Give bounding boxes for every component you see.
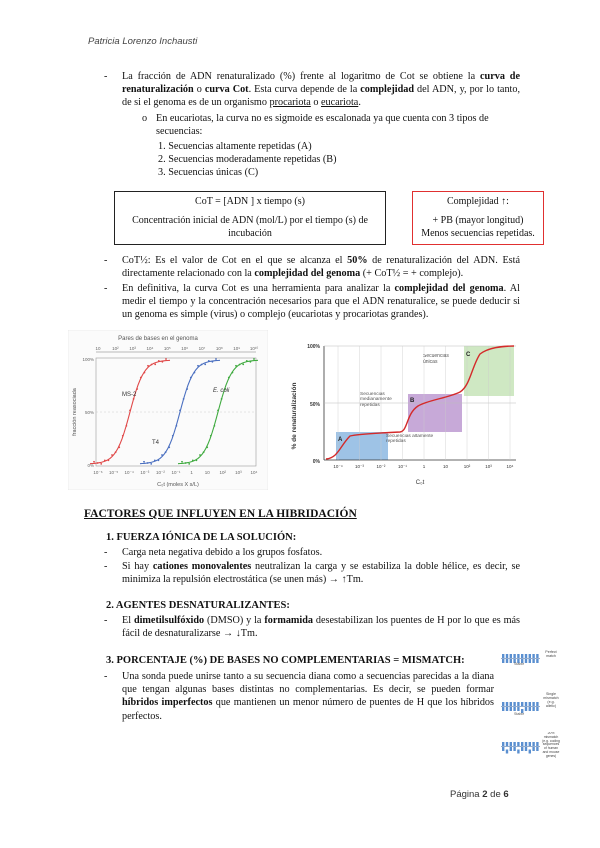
data-point <box>204 364 206 366</box>
data-point <box>228 377 230 379</box>
x-tick: 1 <box>422 464 426 469</box>
x-tick: 10⁻² <box>155 470 165 475</box>
data-point <box>158 360 160 362</box>
x-tick: 10⁻³ <box>355 464 364 469</box>
data-point <box>210 435 212 437</box>
region-c <box>464 346 514 396</box>
x-tick: 10² <box>219 470 227 475</box>
top-tick: 10⁵ <box>163 346 171 351</box>
y-axis-label: fracción reasociada <box>72 388 78 436</box>
data-point <box>253 358 255 360</box>
y-tick: 100% <box>82 357 94 362</box>
data-point <box>194 372 196 374</box>
data-point <box>179 410 181 412</box>
x-tick: 10⁴ <box>250 470 258 475</box>
factor-2-bullet: - El dimetilsulfóxido (DMSO) y la formamida desestabilizan los puentes de H por lo que es más fácil de desnaturalizarse → ↓Tm. <box>104 615 521 640</box>
data-point <box>190 377 192 379</box>
data-point <box>197 365 199 367</box>
data-point <box>172 435 174 437</box>
region-label-c: Secuencias únicas <box>423 354 449 365</box>
x-tick: 10⁻¹ <box>398 464 407 469</box>
curve-label-ms2: MS-2 <box>122 392 137 398</box>
data-point <box>154 364 156 366</box>
label-perfect-match: Perfect match <box>545 650 557 658</box>
data-point <box>108 459 110 461</box>
data-point <box>192 460 194 462</box>
data-point <box>215 358 217 360</box>
factor-1-title: 1. FUERZA IÓNICA DE LA SOLUCIÓN: <box>106 532 297 543</box>
data-point <box>196 459 198 461</box>
data-point <box>144 372 146 374</box>
data-point <box>162 361 164 363</box>
cot-formula: CoT = [ADN ] x tiempo (s) <box>195 196 305 207</box>
y-tick: 50% <box>309 402 320 408</box>
data-point <box>181 461 183 463</box>
x-tick: 10⁻¹ <box>171 470 181 475</box>
data-point <box>235 365 237 367</box>
y-tick: 0% <box>87 463 94 468</box>
x-tick: 10⁻⁵ <box>108 470 119 475</box>
page-number: Página 2 de 6 <box>450 789 509 800</box>
eukaryote-cot-figure <box>288 336 520 492</box>
data-point <box>183 398 185 400</box>
data-point <box>129 410 131 412</box>
top-axis-label: Pares de bases en el genoma <box>118 336 198 342</box>
data-point <box>206 446 208 448</box>
factor-1-bullet-1: - Carga neta negativa debido a los grupos fosfatos. <box>104 547 323 558</box>
data-point <box>158 459 160 461</box>
data-point <box>97 462 99 464</box>
mismatch-figure <box>500 650 560 766</box>
data-point <box>133 398 135 400</box>
data-point <box>165 358 167 360</box>
data-point <box>147 365 149 367</box>
data-point <box>115 451 117 453</box>
list-item: 1. Secuencias altamente repetidas (A) <box>158 141 312 152</box>
top-tick: 10⁹ <box>233 346 241 351</box>
x-tick: 10³ <box>485 464 492 469</box>
top-tick: 10³ <box>129 346 136 351</box>
data-point <box>104 460 106 462</box>
region-label-b: Secuencias medianamente repetidas <box>360 392 392 408</box>
curve-label-ecoli: E. coli <box>213 388 230 394</box>
data-point <box>126 425 128 427</box>
data-point <box>188 463 190 465</box>
cot-definition: Concentración inicial de ADN (mol/L) por el tiempo (s) de incubación <box>132 215 368 239</box>
data-point <box>122 435 124 437</box>
y-axis-label: % de renaturalización <box>291 382 298 450</box>
complexity-line1: + PB (mayor longitud) <box>432 215 524 226</box>
x-tick: 10² <box>463 464 471 469</box>
data-point <box>143 461 145 463</box>
x-tick: 10⁻⁶ <box>93 470 103 475</box>
data-point <box>186 388 188 390</box>
top-tick: 10² <box>112 346 119 351</box>
y-tick: 50% <box>84 410 94 415</box>
data-point <box>246 360 248 362</box>
sequence-list <box>158 140 337 180</box>
top-tick: 10⁶ <box>181 346 189 351</box>
data-point <box>168 446 170 448</box>
top-tick: 10⁸ <box>215 346 223 351</box>
x-tick: 10 <box>204 470 210 475</box>
data-point <box>165 451 167 453</box>
factor-3-bullet: - Una sonda puede unirse tanto a su secuencia diana como a secuencias parecidas a la diana que tengan algunas bases distintas no complementarias. Es decir, se pueden formar híbridos imperfectos que mantienen un menor número de puentes de H que los híbridos perfectos. <box>104 671 494 722</box>
x-tick: 10⁻⁴ <box>124 470 134 475</box>
data-point <box>147 462 149 464</box>
x-tick: 10⁴ <box>506 464 514 469</box>
data-point <box>136 388 138 390</box>
factors-title: FACTORES QUE INFLUYEN EN LA HIBRIDACIÓN <box>84 508 357 520</box>
factor-1-bullet-2: - Si hay cationes monovalentes neutralizan la carga y se estabiliza la doble hélice, es decir, se minimiza la repulsión electrostática (se unen más) → ↑Tm. <box>104 561 520 586</box>
list-item: 3. Secuencias únicas (C) <box>158 167 259 179</box>
x-tick: 10³ <box>235 470 242 475</box>
region-letter-c: C <box>466 352 471 358</box>
definitive-paragraph: - En definitiva, la curva Cot es una herramienta para analizar la complejidad del genoma. Al medir el tiempo y la concentración necesarios para que el ADN renaturalice, se puede deducir si un genoma es simple (virus) o complejo (eucariotas y procariotas grandes). <box>104 283 520 321</box>
top-tick: 10⁷ <box>198 346 206 351</box>
cot-formula-box <box>114 191 386 245</box>
top-tick: 10⁴ <box>146 346 154 351</box>
data-point <box>217 410 219 412</box>
data-point <box>100 463 102 465</box>
region-letter-b: B <box>410 398 415 404</box>
curve-label-t4: T4 <box>152 440 160 446</box>
x-tick: 10⁻⁴ <box>333 464 343 469</box>
x-tick: 10 <box>442 464 449 469</box>
x-axis-label: C₀t (moles X s/L) <box>157 482 199 488</box>
data-point <box>250 361 252 363</box>
complexity-line2: Menos secuencias repetidas. <box>421 228 535 239</box>
data-point <box>150 463 152 465</box>
x-tick: 10⁻³ <box>140 470 150 475</box>
y-tick: 100% <box>307 344 320 350</box>
label-single-mismatch: Single mismatch (e.g. allelic) <box>543 692 559 708</box>
status-stable: Stable <box>514 712 525 716</box>
data-point <box>111 454 113 456</box>
factor-3-title: 3. PORCENTAJE (%) DE BASES NO COMPLEMENTARIAS = MISMATCH: <box>106 655 465 666</box>
top-tick: 10¹⁰ <box>249 346 259 351</box>
region-label-a: Secuencias altamente repetidas <box>386 434 434 445</box>
data-point <box>212 361 214 363</box>
data-point <box>151 364 153 366</box>
region-a <box>336 432 388 460</box>
top-tick: 10 <box>95 346 101 351</box>
cot-curves-figure <box>68 330 268 490</box>
list-item: 2. Secuencias moderadamente repetidas (B) <box>158 154 337 166</box>
complexity-title: Complejidad ↑: <box>447 196 509 207</box>
x-axis-label: C₀t <box>415 480 425 486</box>
status-stable: Stable <box>514 662 525 666</box>
data-point <box>161 454 163 456</box>
data-point <box>203 451 205 453</box>
data-point <box>118 446 120 448</box>
data-point <box>232 372 234 374</box>
data-point <box>201 364 203 366</box>
complexity-box <box>412 191 544 245</box>
author-header: Patricia Lorenzo Inchausti <box>88 36 198 47</box>
data-point <box>93 461 95 463</box>
region-letter-a: A <box>338 437 343 443</box>
data-point <box>176 425 178 427</box>
y-tick: 0% <box>312 459 320 465</box>
data-point <box>154 460 156 462</box>
x-tick: 1 <box>190 470 193 475</box>
data-point <box>221 398 223 400</box>
data-point <box>242 364 244 366</box>
data-point <box>214 425 216 427</box>
intro-paragraph: - La fracción de ADN renaturalizado (%) frente al logaritmo de Cot se obtiene la curva de renaturalización o curva Cot. Esta curva depende de la complejidad del ADN, y, por lo tanto, de si el genoma es de un organismo procariota o eucariota. <box>104 71 521 109</box>
x-tick: 10⁻² <box>376 464 386 469</box>
data-point <box>185 462 187 464</box>
factor-2-title: 2. AGENTES DESNATURALIZANTES: <box>106 600 290 611</box>
data-point <box>140 377 142 379</box>
cot-half-paragraph: - CoT½: Es el valor de Cot en el que se alcanza el 50% de renaturalización del ADN. Está directamente relacionado con la complejidad del genoma (+ CoT½ = + complejo). <box>104 255 520 280</box>
label-20-mismatch: 20% mismatch (e.g. coding sequences of human and mouse genes) <box>542 732 560 758</box>
data-point <box>208 360 210 362</box>
data-point <box>199 454 201 456</box>
eukaryote-note: o En eucariotas, la curva no es sigmoide es escalonada ya que cuenta con 3 tipos de secuencias: <box>142 113 489 138</box>
data-point <box>239 364 241 366</box>
